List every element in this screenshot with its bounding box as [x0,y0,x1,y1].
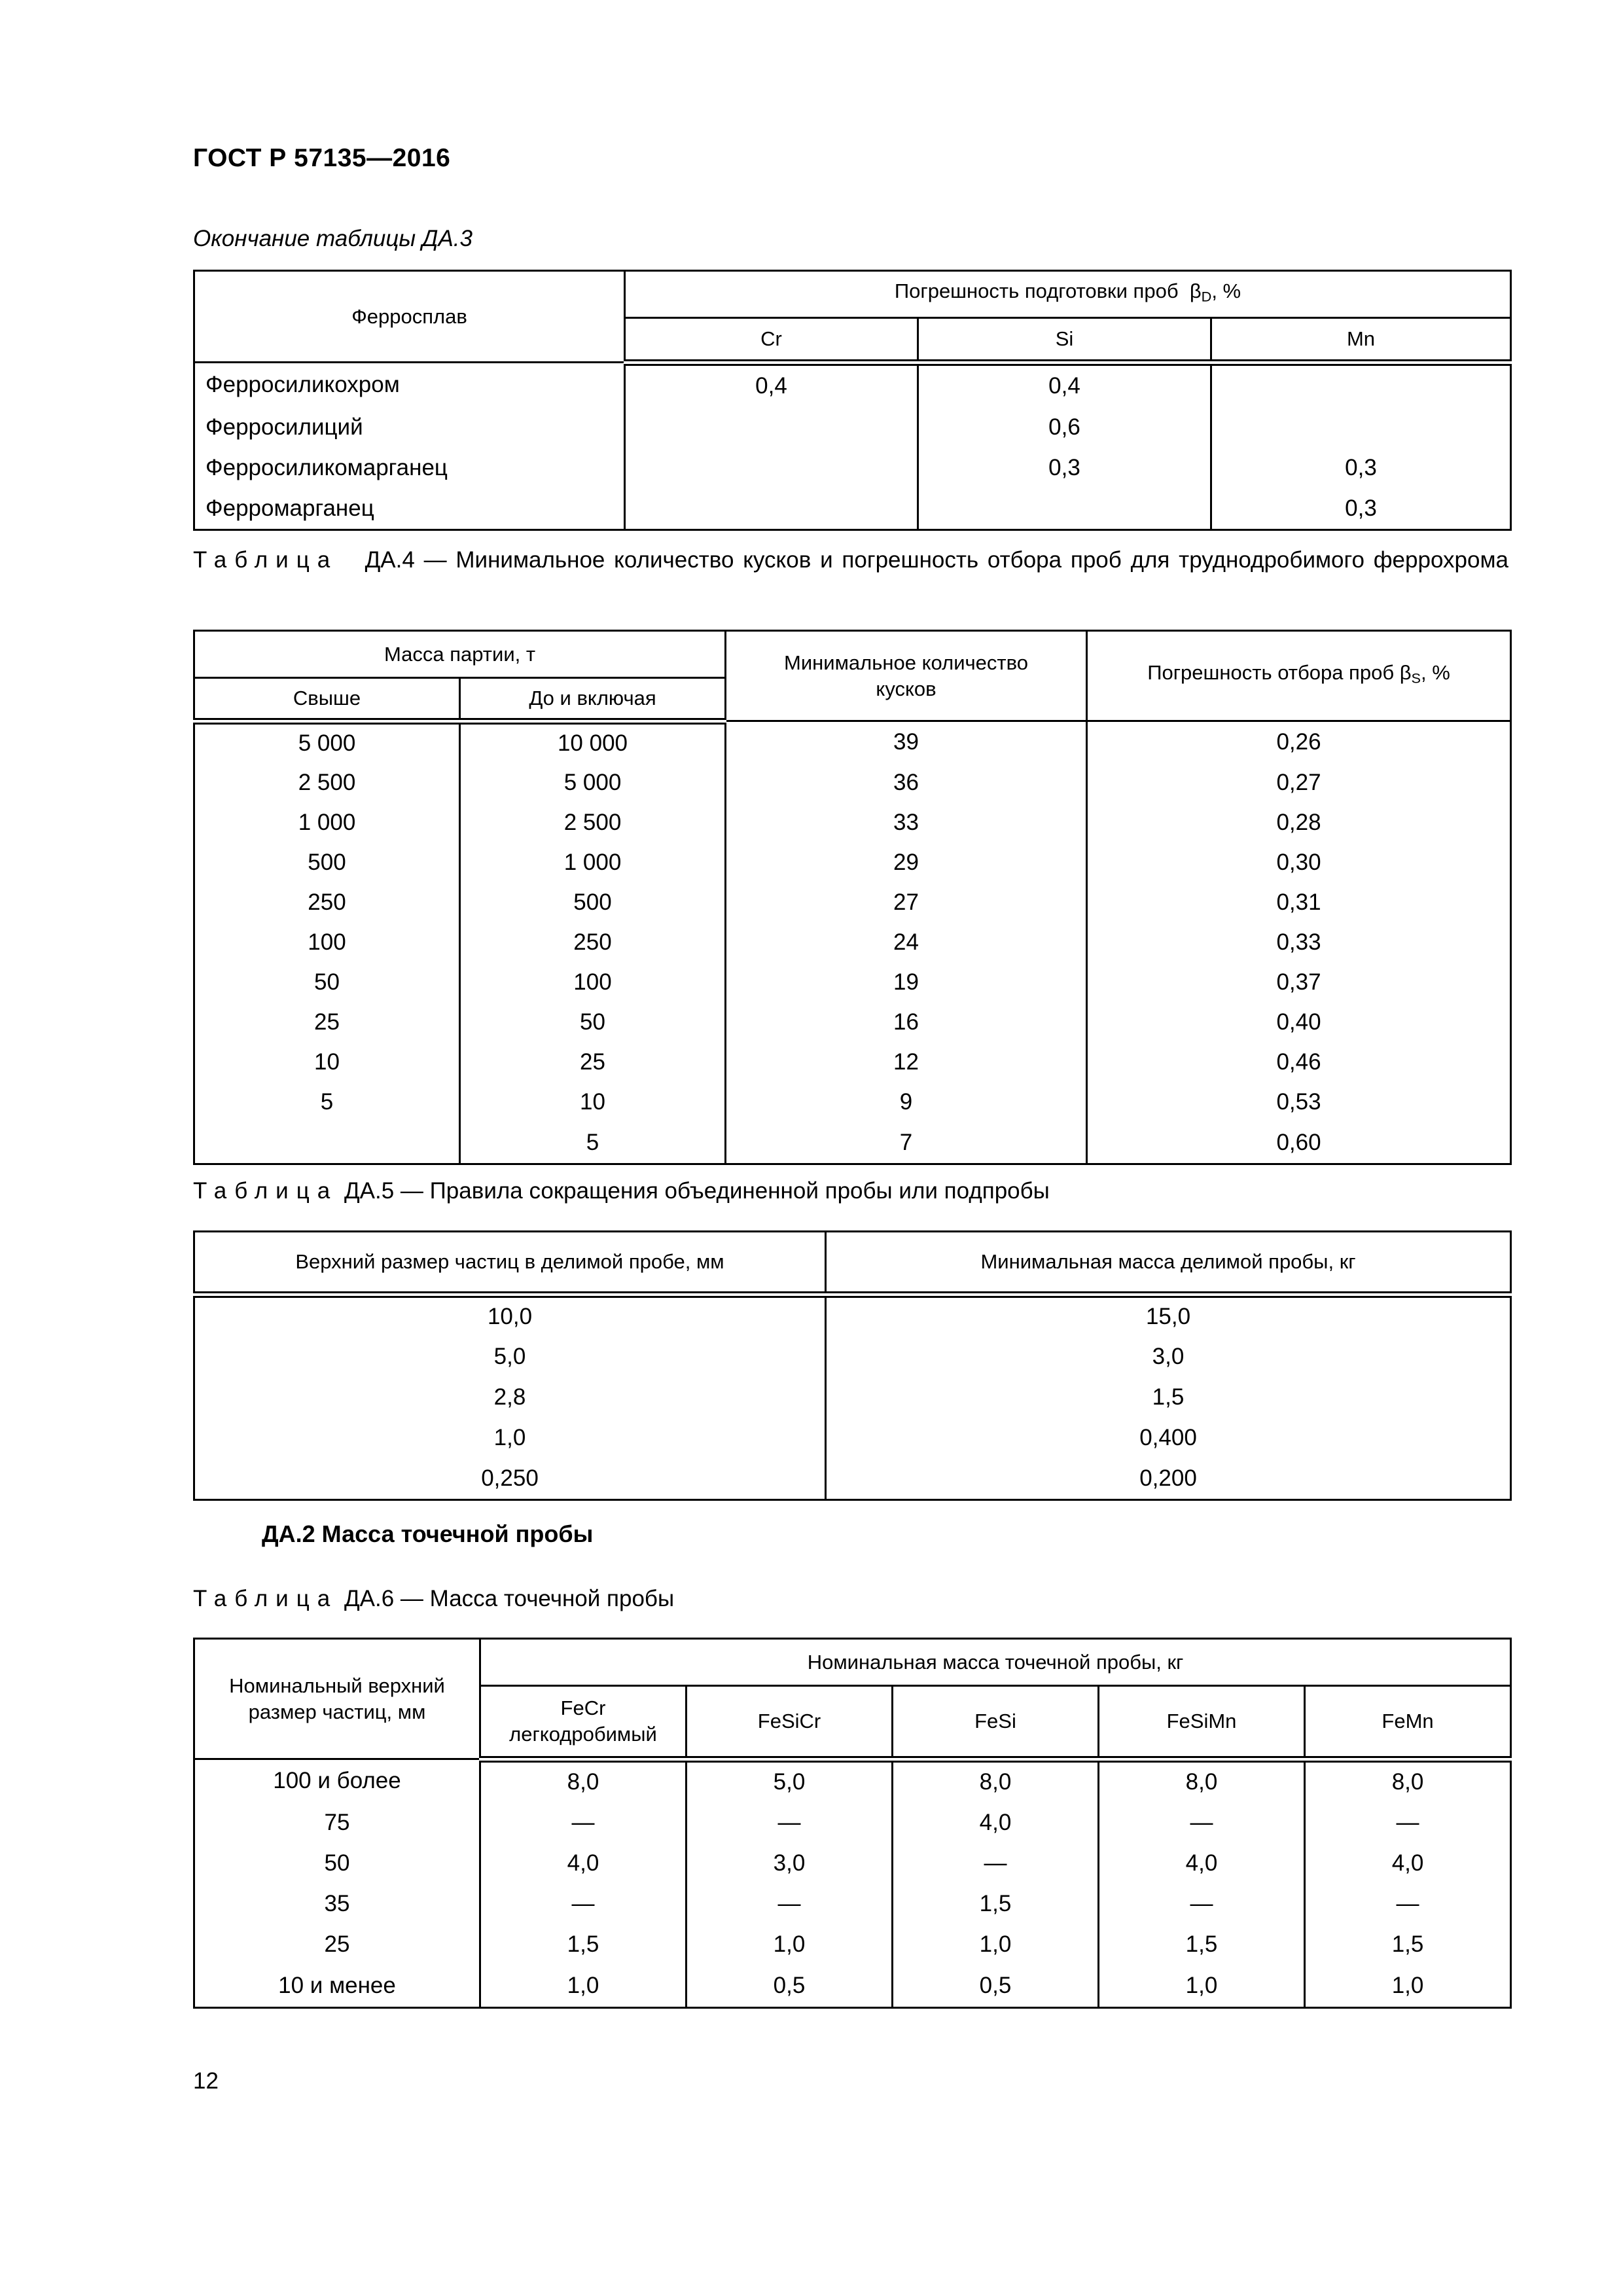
table-cell: 0,27 [1087,763,1511,803]
table-row [194,1924,1511,1965]
table-cell: 35 [194,1884,480,1924]
table-cell: 10 000 [460,721,726,763]
table-cell: 8,0 [480,1759,687,1803]
document-code: ГОСТ Р 57135—2016 [193,144,451,172]
table-cell: 0,31 [1087,883,1511,923]
table-cell: 5 000 [460,763,726,803]
table-cell: 33 [726,803,1087,843]
table-cell: 27 [726,883,1087,923]
table-cell: 10,0 [194,1295,826,1336]
table-cell: 0,5 [687,1965,893,2008]
table-row [194,843,1511,883]
table-da5-header-mass: Минимальная масса делимой пробы, кг [826,1232,1511,1295]
table-cell: 10 [194,1043,460,1083]
table-cell: 1 000 [460,843,726,883]
table-cell: 4,0 [893,1803,1099,1843]
table-cell: 0,53 [1087,1083,1511,1122]
table-row [194,883,1511,923]
table-cell: 0,3 [918,448,1211,488]
table-row [194,488,1511,530]
page-number: 12 [193,2068,219,2094]
table-cell: 0,33 [1087,923,1511,963]
table-cell: 50 [460,1003,726,1043]
table-cell: Ферросилиций [194,407,625,448]
table-da6-title: ДА.6 — Масса точечной пробы [344,1586,675,1611]
table-da3 [193,270,1512,531]
table-cell [1211,363,1511,407]
table-cell: 75 [194,1803,480,1843]
table-cell: 0,37 [1087,963,1511,1003]
table-cell: 0,30 [1087,843,1511,883]
table-cell [1211,407,1511,448]
table-cell: 8,0 [1305,1759,1511,1803]
table-cell: 2 500 [460,803,726,843]
beta-d-symbol: β [1189,279,1202,303]
beta-s-symbol: β [1399,661,1412,685]
table-cell: 25 [194,1003,460,1043]
table-da6-header-size: Номинальный верхний размер частиц, мм [194,1639,480,1759]
table-cell: 500 [460,883,726,923]
table-cell: 1,5 [1099,1924,1305,1965]
table-da5 [193,1230,1512,1501]
table-cell: 1,0 [1099,1965,1305,2008]
table-da6-header-mass: Номинальная масса точечной пробы, кг [480,1639,1511,1686]
table-cell: — [1099,1803,1305,1843]
table-cell: — [893,1843,1099,1884]
table-da5-label: Таблица [193,1178,338,1204]
table-da6-header-fesimn: FeSiMn [1099,1686,1305,1759]
table-cell: 10 и менее [194,1965,480,2008]
table-cell: 0,4 [918,363,1211,407]
table-cell: — [687,1884,893,1924]
table-cell: 8,0 [1099,1759,1305,1803]
table-row [194,1965,1511,2008]
beta-d-subscript: D [1201,288,1212,305]
table-cell: 25 [460,1043,726,1083]
table-da4-header-upto: До и включая [460,678,726,721]
beta-d-unit: , % [1211,279,1241,303]
table-cell: 19 [726,963,1087,1003]
table-cell: 100 [460,963,726,1003]
table-cell: 0,200 [826,1458,1511,1500]
table-row [194,963,1511,1003]
table-cell: 1,0 [687,1924,893,1965]
table-cell: 1 000 [194,803,460,843]
table-cell: — [1099,1884,1305,1924]
table-cell: 0,4 [625,363,918,407]
table-da3-header-si: Si [918,318,1211,363]
table-da4-label: Таблица [193,547,338,573]
table-cell: 4,0 [1305,1843,1511,1884]
table-row [194,1803,1511,1843]
section-da2-title: ДА.2 Масса точечной пробы [262,1520,594,1547]
table-cell: 4,0 [1099,1843,1305,1884]
table-da5-header-size: Верхний размер частиц в делимой пробе, мм [194,1232,826,1295]
table-cell: 24 [726,923,1087,963]
table-cell: 5 [194,1083,460,1122]
table-da6-header-fesicr: FeSiCr [687,1686,893,1759]
table-cell: — [480,1803,687,1843]
table-cell: 1,5 [480,1924,687,1965]
table-cell: Ферромарганец [194,488,625,530]
table-cell: 250 [194,883,460,923]
table-cell: 50 [194,1843,480,1884]
table-cell: 15,0 [826,1295,1511,1336]
table-row [194,923,1511,963]
table-cell [194,1122,460,1164]
table-cell: 1,0 [194,1418,826,1458]
table-cell: 0,250 [194,1458,826,1500]
table-cell: 500 [194,843,460,883]
table-da6-header-fesi: FeSi [893,1686,1099,1759]
table-da3-header-cr: Cr [625,318,918,363]
table-cell: 1,0 [893,1924,1099,1965]
table-da4-header-over: Свыше [194,678,460,721]
table-da4-title: ДА.4 — Минимальное количество кусков и погрешность отбора проб для труднодробимого феррохрома [365,547,1508,573]
table-da3-header-prep-error-text: Погрешность подготовки проб [894,279,1179,303]
table-row [194,448,1511,488]
table-row [194,1122,1511,1164]
table-da3-caption: Окончание таблицы ДА.3 [193,226,473,251]
table-da3-header-prep-error [625,271,1511,318]
table-da4-header-error-text: Погрешность отбора проб [1147,661,1395,685]
table-da5-title: ДА.5 — Правила сокращения объединенной пробы или подпробы [344,1178,1050,1204]
table-da3-header-mn: Mn [1211,318,1511,363]
table-cell: 10 [460,1083,726,1122]
table-da6-label: Таблица [193,1586,338,1611]
table-cell: 0,6 [918,407,1211,448]
table-cell: 5 000 [194,721,460,763]
table-cell: 5,0 [194,1336,826,1377]
table-cell: — [1305,1803,1511,1843]
table-row [194,1336,1511,1377]
table-cell: 16 [726,1003,1087,1043]
table-da4-caption [193,545,1508,575]
table-da4-header-error [1087,631,1511,721]
table-row [194,763,1511,803]
table-row [194,1083,1511,1122]
table-da4-header-min-count: Минимальное количество кусков [726,631,1087,721]
table-cell: 0,28 [1087,803,1511,843]
table-cell: 100 и более [194,1759,480,1803]
table-cell: 0,46 [1087,1043,1511,1083]
table-da3-header-ferroalloy: Ферросплав [194,271,625,363]
table-cell: 3,0 [826,1336,1511,1377]
table-cell: 0,40 [1087,1003,1511,1043]
table-cell [625,448,918,488]
table-cell: 1,0 [1305,1965,1511,2008]
table-cell: 0,5 [893,1965,1099,2008]
table-row [194,1043,1511,1083]
table-cell: 4,0 [480,1843,687,1884]
table-cell: 2,8 [194,1377,826,1418]
table-cell: 9 [726,1083,1087,1122]
table-row [194,803,1511,843]
table-cell: 50 [194,963,460,1003]
table-cell: — [480,1884,687,1924]
table-cell: 39 [726,721,1087,763]
table-cell: — [1305,1884,1511,1924]
table-cell: 5 [460,1122,726,1164]
table-row [194,1295,1511,1336]
table-da5-caption [193,1176,1508,1206]
table-row [194,1843,1511,1884]
table-cell: Ферросиликохром [194,363,625,407]
table-cell: 1,0 [480,1965,687,2008]
table-cell: 25 [194,1924,480,1965]
table-cell: 0,3 [1211,448,1511,488]
table-cell: 29 [726,843,1087,883]
table-da6-caption [193,1584,1508,1614]
table-row [194,1418,1511,1458]
beta-s-unit: , % [1421,661,1450,685]
table-cell: — [687,1803,893,1843]
beta-s-subscript: S [1411,670,1421,687]
table-da6-header-femn: FeMn [1305,1686,1511,1759]
table-cell: 1,5 [826,1377,1511,1418]
table-cell: 3,0 [687,1843,893,1884]
table-cell: 1,5 [1305,1924,1511,1965]
table-row [194,1759,1511,1803]
table-row [194,407,1511,448]
table-cell: 0,60 [1087,1122,1511,1164]
table-cell: 12 [726,1043,1087,1083]
table-cell: 2 500 [194,763,460,803]
table-row [194,1458,1511,1500]
table-cell: 0,3 [1211,488,1511,530]
table-cell: 36 [726,763,1087,803]
table-cell: 100 [194,923,460,963]
table-cell: 1,5 [893,1884,1099,1924]
table-cell: 250 [460,923,726,963]
table-cell [625,488,918,530]
table-row [194,721,1511,763]
table-da4-header-mass: Масса партии, т [194,631,726,678]
table-row [194,1884,1511,1924]
table-cell: 0,400 [826,1418,1511,1458]
table-cell: Ферросиликомарганец [194,448,625,488]
table-cell: 8,0 [893,1759,1099,1803]
table-cell: 5,0 [687,1759,893,1803]
table-row [194,1377,1511,1418]
table-cell: 7 [726,1122,1087,1164]
table-cell [918,488,1211,530]
table-da6-header-fecr: FeCr легкодробимый [480,1686,687,1759]
table-cell: 0,26 [1087,721,1511,763]
table-row [194,363,1511,407]
table-da6 [193,1638,1512,2009]
table-row [194,1003,1511,1043]
table-da4 [193,630,1512,1165]
table-cell [625,407,918,448]
